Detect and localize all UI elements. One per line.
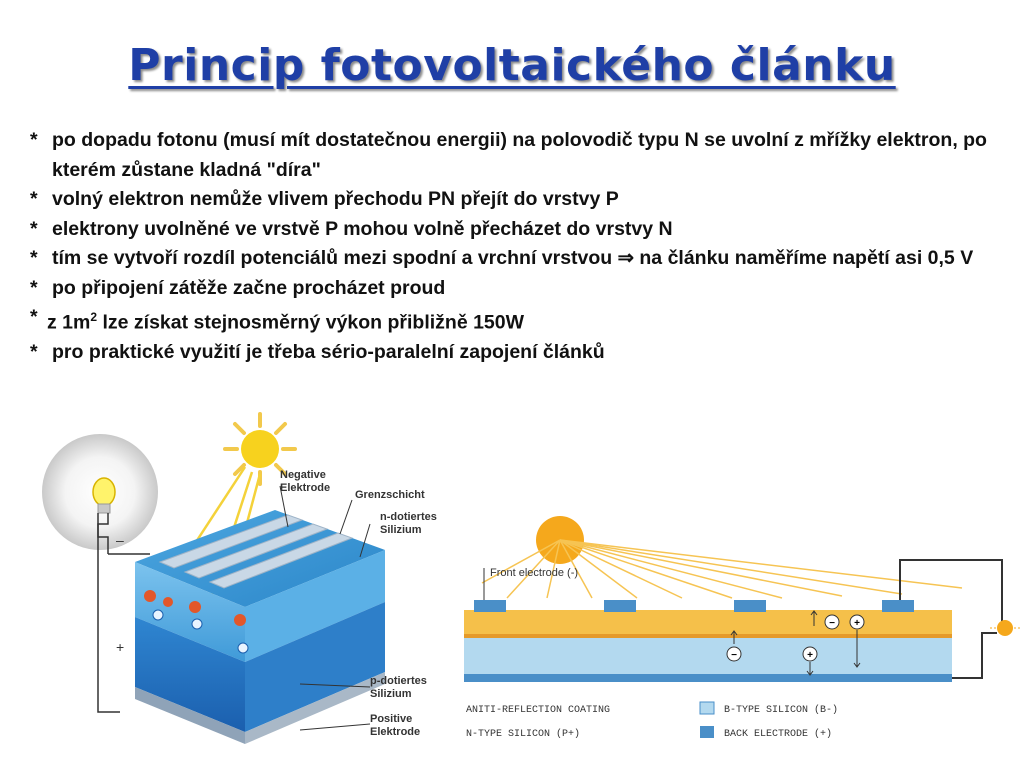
circuit-wire-return — [952, 633, 997, 678]
label-positive-electrode-2: Elektrode — [370, 726, 421, 738]
bullet-item — [30, 185, 1005, 215]
legend-swatch-back-electrode — [700, 726, 714, 738]
label-grenzschicht: Grenzschicht — [355, 489, 425, 501]
bullet-list — [30, 126, 1005, 368]
label-negative-electrode-1: Negative — [280, 469, 326, 481]
back-electrode — [464, 674, 952, 682]
label-p-layer-2: Silizium — [370, 688, 412, 700]
charge-plus: + — [807, 650, 813, 661]
bullet-text: po připojení zátěže začne procházet proud — [52, 276, 446, 299]
slide-title: Princip fotovoltaického článku — [128, 40, 896, 91]
minus-sign: – — [116, 532, 124, 548]
charge-minus: − — [731, 650, 737, 661]
bullet-item — [30, 126, 1005, 185]
label-negative-electrode-2: Elektrode — [280, 482, 331, 494]
bullet-text: po dopadu fotonu (musí mít dostatečnou energii) na polovodič typu N se uvolní z mřížky elektron, po kterém zůstane kladná "díra" — [52, 129, 987, 181]
n-type-layer — [464, 610, 952, 634]
bullet-item — [30, 303, 1005, 338]
bullet-marker: * — [30, 276, 38, 299]
solar-cell-cross-section-diagram — [462, 508, 1022, 748]
charge-plus: + — [854, 618, 860, 629]
label-front-electrode: Front electrode (-) — [490, 567, 579, 579]
bullet-text-post: lze získat stejnosměrný výkon přibližně 150W — [97, 311, 525, 334]
b-type-layer — [464, 638, 952, 674]
bullet-item — [30, 274, 1005, 304]
label-n-layer-2: Silizium — [380, 524, 422, 536]
legend-n-type: N-TYPE SILICON (P+) — [466, 729, 581, 740]
charge-minus: − — [829, 618, 835, 629]
legend-back-electrode: BACK ELECTRODE (+) — [724, 729, 833, 740]
bullet-marker: * — [30, 188, 38, 210]
bullet-marker: * — [30, 129, 38, 151]
solar-cell-3d-diagram — [40, 412, 460, 762]
bullet-text — [47, 303, 1005, 338]
plus-sign: + — [116, 639, 125, 655]
legend — [466, 702, 838, 740]
junction-line — [464, 634, 952, 638]
bullet-item — [30, 338, 1005, 368]
bullet-item — [30, 215, 1005, 245]
bullet-text: elektrony uvolněné ve vrstvě P mohou volně přecházet do vrstvy N — [52, 217, 673, 240]
legend-swatch-b-type — [700, 702, 714, 714]
label-p-layer-1: p-dotiertes — [370, 675, 427, 687]
superscript: 2 — [90, 310, 98, 324]
bullet-marker: * — [30, 217, 38, 240]
legend-anti-reflection: ANITI-REFLECTION COATING — [466, 705, 611, 716]
bullet-text: volný elektron nemůže vlivem přechodu PN přejít do vrstvy P — [52, 188, 619, 210]
bullet-marker: * — [30, 247, 38, 269]
label-positive-electrode-1: Positive — [370, 713, 413, 725]
bullet-item — [30, 244, 1005, 274]
legend-b-type: B-TYPE SILICON (B-) — [724, 705, 839, 716]
bullet-marker: * — [30, 306, 38, 328]
bullet-text: tím se vytvoří rozdíl potenciálů mezi spodní a vrchní vrstvou ⇒ na článku naměříme napětí asi 0,5 V — [52, 247, 974, 269]
bullet-text: pro praktické využití je třeba sério-paralelní zapojení článků — [52, 341, 605, 363]
bullet-marker: * — [30, 341, 38, 363]
label-n-layer-1: n-dotiertes — [380, 511, 437, 523]
bullet-text-pre: z 1m — [47, 311, 91, 334]
